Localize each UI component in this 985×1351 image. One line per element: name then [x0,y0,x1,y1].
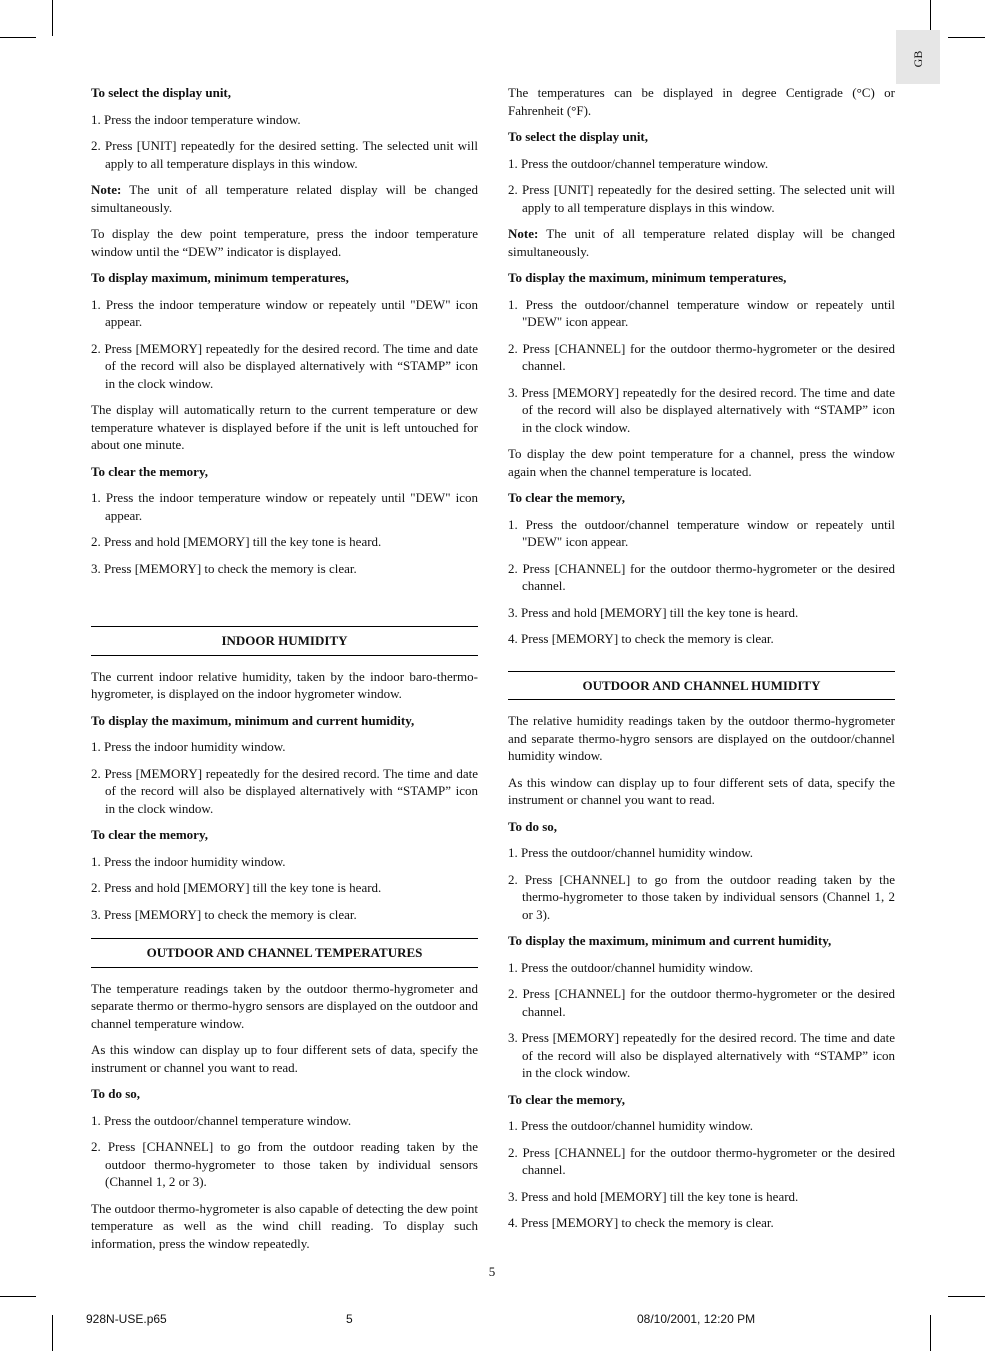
subheading: To display maximum, minimum temperatures, [91,270,349,285]
list-item: 1. Press the indoor temperature window. [91,111,301,127]
list-item: 2. Press [CHANNEL] for the outdoor thermo-hygrometer or the desired channel. [508,986,895,1019]
crop-mark [948,1296,985,1297]
footer-filename: 928N-USE.p65 [86,1312,167,1326]
subheading: To do so, [508,818,558,834]
list-item: 1. Press the indoor temperature window or repeately until "DEW" icon appear. [91,296,478,329]
paragraph: The current indoor relative humidity, taken by the indoor baro-thermo-hygrometer, is displayed on the indoor hygrometer window. [91,668,478,701]
list-item: 1. Press the outdoor/channel humidity window. [508,959,754,975]
left-block-2 [91,668,478,924]
note-label: Note: [91,182,122,197]
list-item: 3. Press [MEMORY] repeatedly for the desired record. The time and date of the record will also be displayed alternatively with “STAMP” icon in the clock window. [508,384,895,435]
list-item: 2. Press and hold [MEMORY] till the key tone is heard. [91,880,382,895]
subheading: To select the display unit, [508,129,649,144]
list-item: 3. Press [MEMORY] to check the memory is clear. [91,906,357,922]
subheading: To clear the memory, [508,1091,625,1107]
paragraph: The outdoor thermo-hygrometer is also capable of detecting the dew point temperature as well as the wind chill reading. To display such information, press the window repeatedly. [91,1200,478,1251]
spacer [91,586,478,626]
subheading: To clear the memory, [91,827,208,842]
page-number: 5 [488,1264,496,1279]
list-item: 2. Press [MEMORY] repeatedly for the desired record. The time and date of the record will also be displayed alternatively with “STAMP” icon in the clock window. [91,340,478,391]
subheading: To display the maximum, minimum and current humidity, [91,712,415,728]
crop-mark [930,1315,931,1351]
paragraph: The temperature readings taken by the outdoor thermo-hygrometer and separate thermo or thermo-hygro sensors are displayed on the outdoor and channel temperature window. [91,980,478,1031]
list-item: 2. Press [CHANNEL] for the outdoor thermo-hygrometer or the desired channel. [508,560,895,593]
right-column [508,84,895,1241]
subheading: To do so, [91,1086,141,1101]
list-item: 1. Press the outdoor/channel humidity window. [508,1118,754,1133]
list-item: 3. Press [MEMORY] to check the memory is clear. [91,560,357,576]
list-item: 2. Press [MEMORY] repeatedly for the desired record. The time and date of the record will also be displayed alternatively with “STAMP” icon in the clock window. [91,765,478,816]
crop-mark [0,1296,36,1297]
crop-mark [948,37,985,38]
list-item: 3. Press and hold [MEMORY] till the key tone is heard. [508,604,799,620]
list-item: 2. Press [CHANNEL] to go from the outdoor reading taken by the outdoor thermo-hygrometer to those taken by individual sensors (Channel 1, 2 or 3). [91,1139,478,1189]
list-item: 1. Press the indoor humidity window. [91,739,286,754]
note-text: The unit of all temperature related display will be changed simultaneously. [508,226,895,259]
list-item: 3. Press and hold [MEMORY] till the key tone is heard. [508,1188,799,1204]
right-block-2 [508,712,895,1232]
left-column [91,84,478,1261]
crop-mark [52,0,53,36]
section-title-outdoor-humidity: OUTDOOR AND CHANNEL HUMIDITY [508,671,895,701]
list-item: 1. Press the outdoor/channel temperature window. [91,1112,352,1128]
language-tab-label: GB [911,50,925,68]
note-text: The unit of all temperature related display will be changed simultaneously. [91,182,478,215]
spacer [508,657,895,671]
right-block-1 [508,84,895,648]
list-item: 1. Press the outdoor/channel temperature window or repeately until "DEW" icon appear. [508,516,895,549]
subheading: To display the maximum, minimum temperatures, [508,270,787,285]
list-item: 2. Press [UNIT] repeatedly for the desired setting. The selected unit will apply to all temperature displays in this window. [508,182,895,215]
section-title-outdoor-temperatures: OUTDOOR AND CHANNEL TEMPERATURES [91,938,478,968]
list-item: 1. Press the outdoor/channel temperature window or repeately until "DEW" icon appear. [508,296,895,329]
paragraph: As this window can display up to four different sets of data, specify the instrument or channel you want to read. [508,774,895,807]
list-item: 2. Press [CHANNEL] for the outdoor thermo-hygrometer or the desired channel. [508,340,895,373]
list-item: 2. Press and hold [MEMORY] till the key tone is heard. [91,534,382,549]
crop-mark [0,37,36,38]
subheading: To clear the memory, [508,490,625,505]
list-item: 2. Press [CHANNEL] to go from the outdoor reading taken by the thermo-hygrometer to those taken by individual sensors (Channel 1, 2 or 3). [508,871,895,922]
list-item: 4. Press [MEMORY] to check the memory is clear. [508,1215,774,1230]
subheading: To clear the memory, [91,463,208,479]
footer-date: 08/10/2001, 12:20 PM [637,1312,756,1326]
footer-page: 5 [346,1312,353,1326]
paragraph: To display the dew point temperature, press the indoor temperature window until the “DEW” indicator is displayed. [91,226,478,259]
list-item: 1. Press the indoor temperature window or repeately until "DEW" icon appear. [91,490,478,523]
note-label: Note: [508,226,539,241]
left-block-1 [91,84,478,577]
paragraph: The display will automatically return to the current temperature or dew temperature whatever is displayed before if the unit is left untouched for about one minute. [91,402,478,452]
paragraph: As this window can display up to four different sets of data, specify the instrument or channel you want to read. [91,1042,478,1075]
subheading: To display the maximum, minimum and current humidity, [508,933,832,948]
list-item: 1. Press the indoor humidity window. [91,853,286,869]
note-paragraph [91,181,478,216]
list-item: 2. Press [CHANNEL] for the outdoor thermo-hygrometer or the desired channel. [508,1144,895,1177]
paragraph: To display the dew point temperature for a channel, press the window again when the channel temperature is located. [508,446,895,479]
paragraph: The temperatures can be displayed in degree Centigrade (°C) or Fahrenheit (°F). [508,85,895,118]
section-title-indoor-humidity: INDOOR HUMIDITY [91,626,478,656]
list-item: 1. Press the outdoor/channel temperature window. [508,155,769,171]
note-paragraph [508,225,895,260]
list-item: 2. Press [UNIT] repeatedly for the desired setting. The selected unit will apply to all temperature displays in this window. [91,138,478,171]
list-item: 4. Press [MEMORY] to check the memory is clear. [508,631,774,646]
crop-mark [52,1315,53,1351]
left-block-3 [91,980,478,1253]
paragraph: The relative humidity readings taken by the outdoor thermo-hygrometer and separate thermo-hygro sensors are displayed on the outdoor/channel humidity window. [508,713,895,763]
list-item: 1. Press the outdoor/channel humidity window. [508,845,754,860]
list-item: 3. Press [MEMORY] repeatedly for the desired record. The time and date of the record will also be displayed alternatively with “STAMP” icon in the clock window. [508,1030,895,1080]
subheading: To select the display unit, [91,85,232,100]
